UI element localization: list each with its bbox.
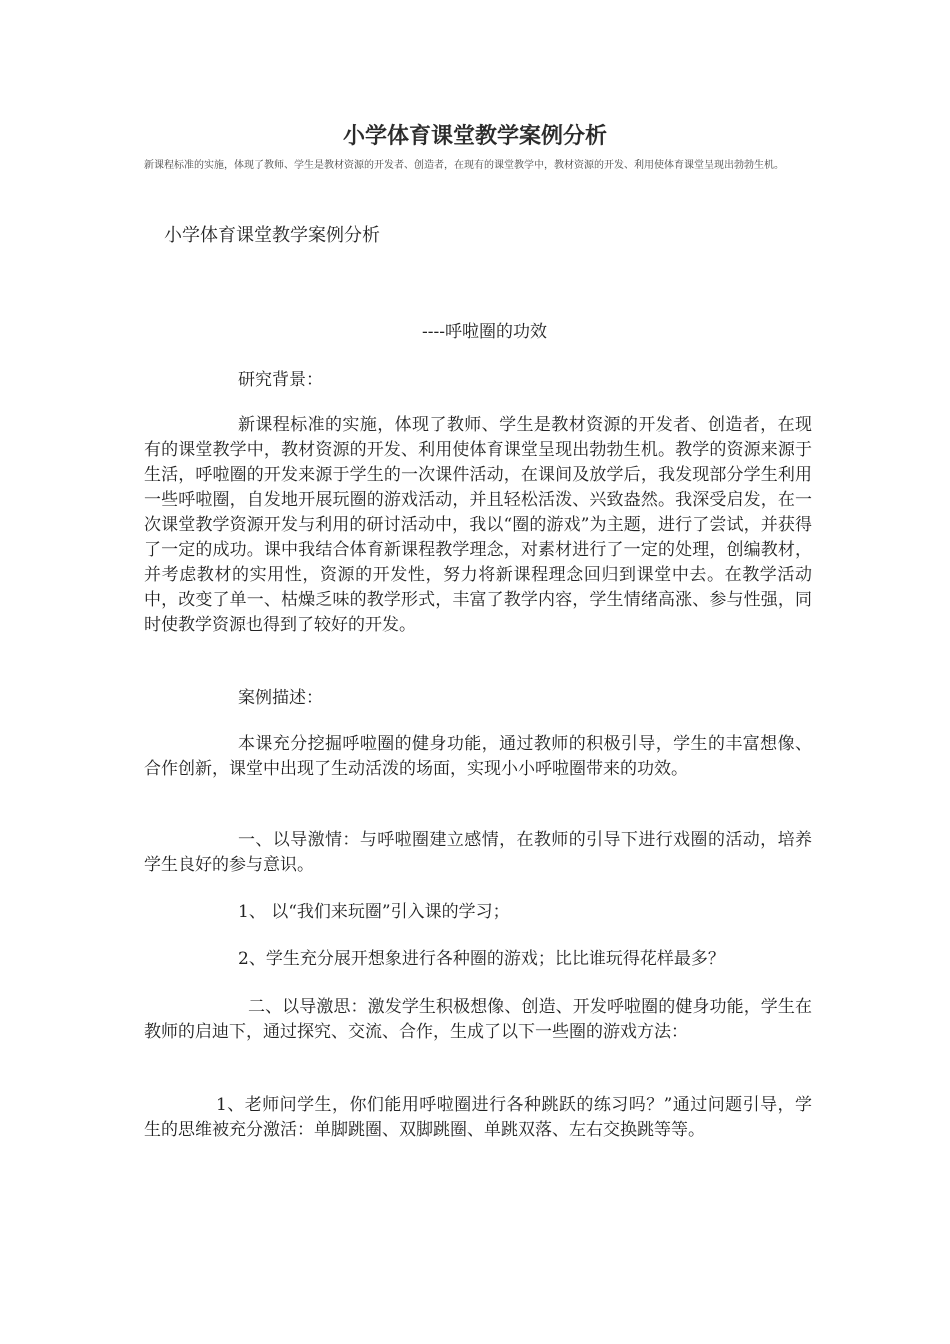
- background-paragraph: 新课程标准的实施，体现了教师、学生是教材资源的开发者、创造者，在现有的课堂教学中，教材资源的开发、利用使体育课堂呈现出勃勃生机。教学的资源来源于生活，呼啦圈的开发来源于学生的一次课件活动，在课间及放学后，我发现部分学生利用一些呼啦圈，自发地开展玩圈的游戏活动，并且轻松活泼、兴致盎然。我深受启发，在一次课堂教学资源开发与利用的研讨活动中，我以“圈的游戏”为主题，进行了尝试，并获得了一定的成功。课中我结合体育新课程教学理念，对素材进行了一定的处理，创编教材，并考虑教材的实用性，资源的开发性，努力将新课程理念回归到课堂中去。在教学活动中，改变了单一、枯燥乏味的教学形式，丰富了教学内容，学生情绪高涨、参与性强，同时使教学资源也得到了较好的开发。: [144, 415, 812, 635]
- case-heading: 案例描述：: [238, 688, 323, 708]
- section-two-paragraph: 二、以导激思：激发学生积极想像、创造、开发呼啦圈的健身功能，学生在教师的启迪下，通过探究、交流、合作，生成了以下一些圈的游戏方法：: [144, 997, 812, 1042]
- page-title: 小学体育课堂教学案例分析: [342, 123, 607, 149]
- document-subtitle: 小学体育课堂教学案例分析: [164, 225, 380, 246]
- section-one-item-1: 1、 以“我们来玩圈”引入课的学习；: [238, 902, 510, 922]
- document-tagline: ----呼啦圈的功效: [422, 322, 547, 342]
- document-summary: 新课程标准的实施，体现了教师、学生是教材资源的开发者、创造者，在现有的课堂教学中，教材资源的开发、利用使体育课堂呈现出勃勃生机。: [144, 160, 784, 171]
- case-paragraph: 本课充分挖掘呼啦圈的健身功能，通过教师的积极引导，学生的丰富想像、合作创新，课堂中出现了生动活泼的场面，实现小小呼啦圈带来的功效。: [144, 734, 812, 779]
- background-heading: 研究背景：: [238, 370, 323, 390]
- section-one-paragraph: 一、以导激情：与呼啦圈建立感情，在教师的引导下进行戏圈的活动，培养学生良好的参与意识。: [144, 830, 812, 875]
- section-one-item-2: 2、学生充分展开想象进行各种圈的游戏；比比谁玩得花样最多？: [238, 949, 725, 969]
- section-two-item-1: 1、老师问学生，你们能用呼啦圈进行各种跳跃的练习吗？”通过问题引导，学生的思维被充分激活：单脚跳圈、双脚跳圈、单跳双落、左右交换跳等等。: [144, 1095, 812, 1140]
